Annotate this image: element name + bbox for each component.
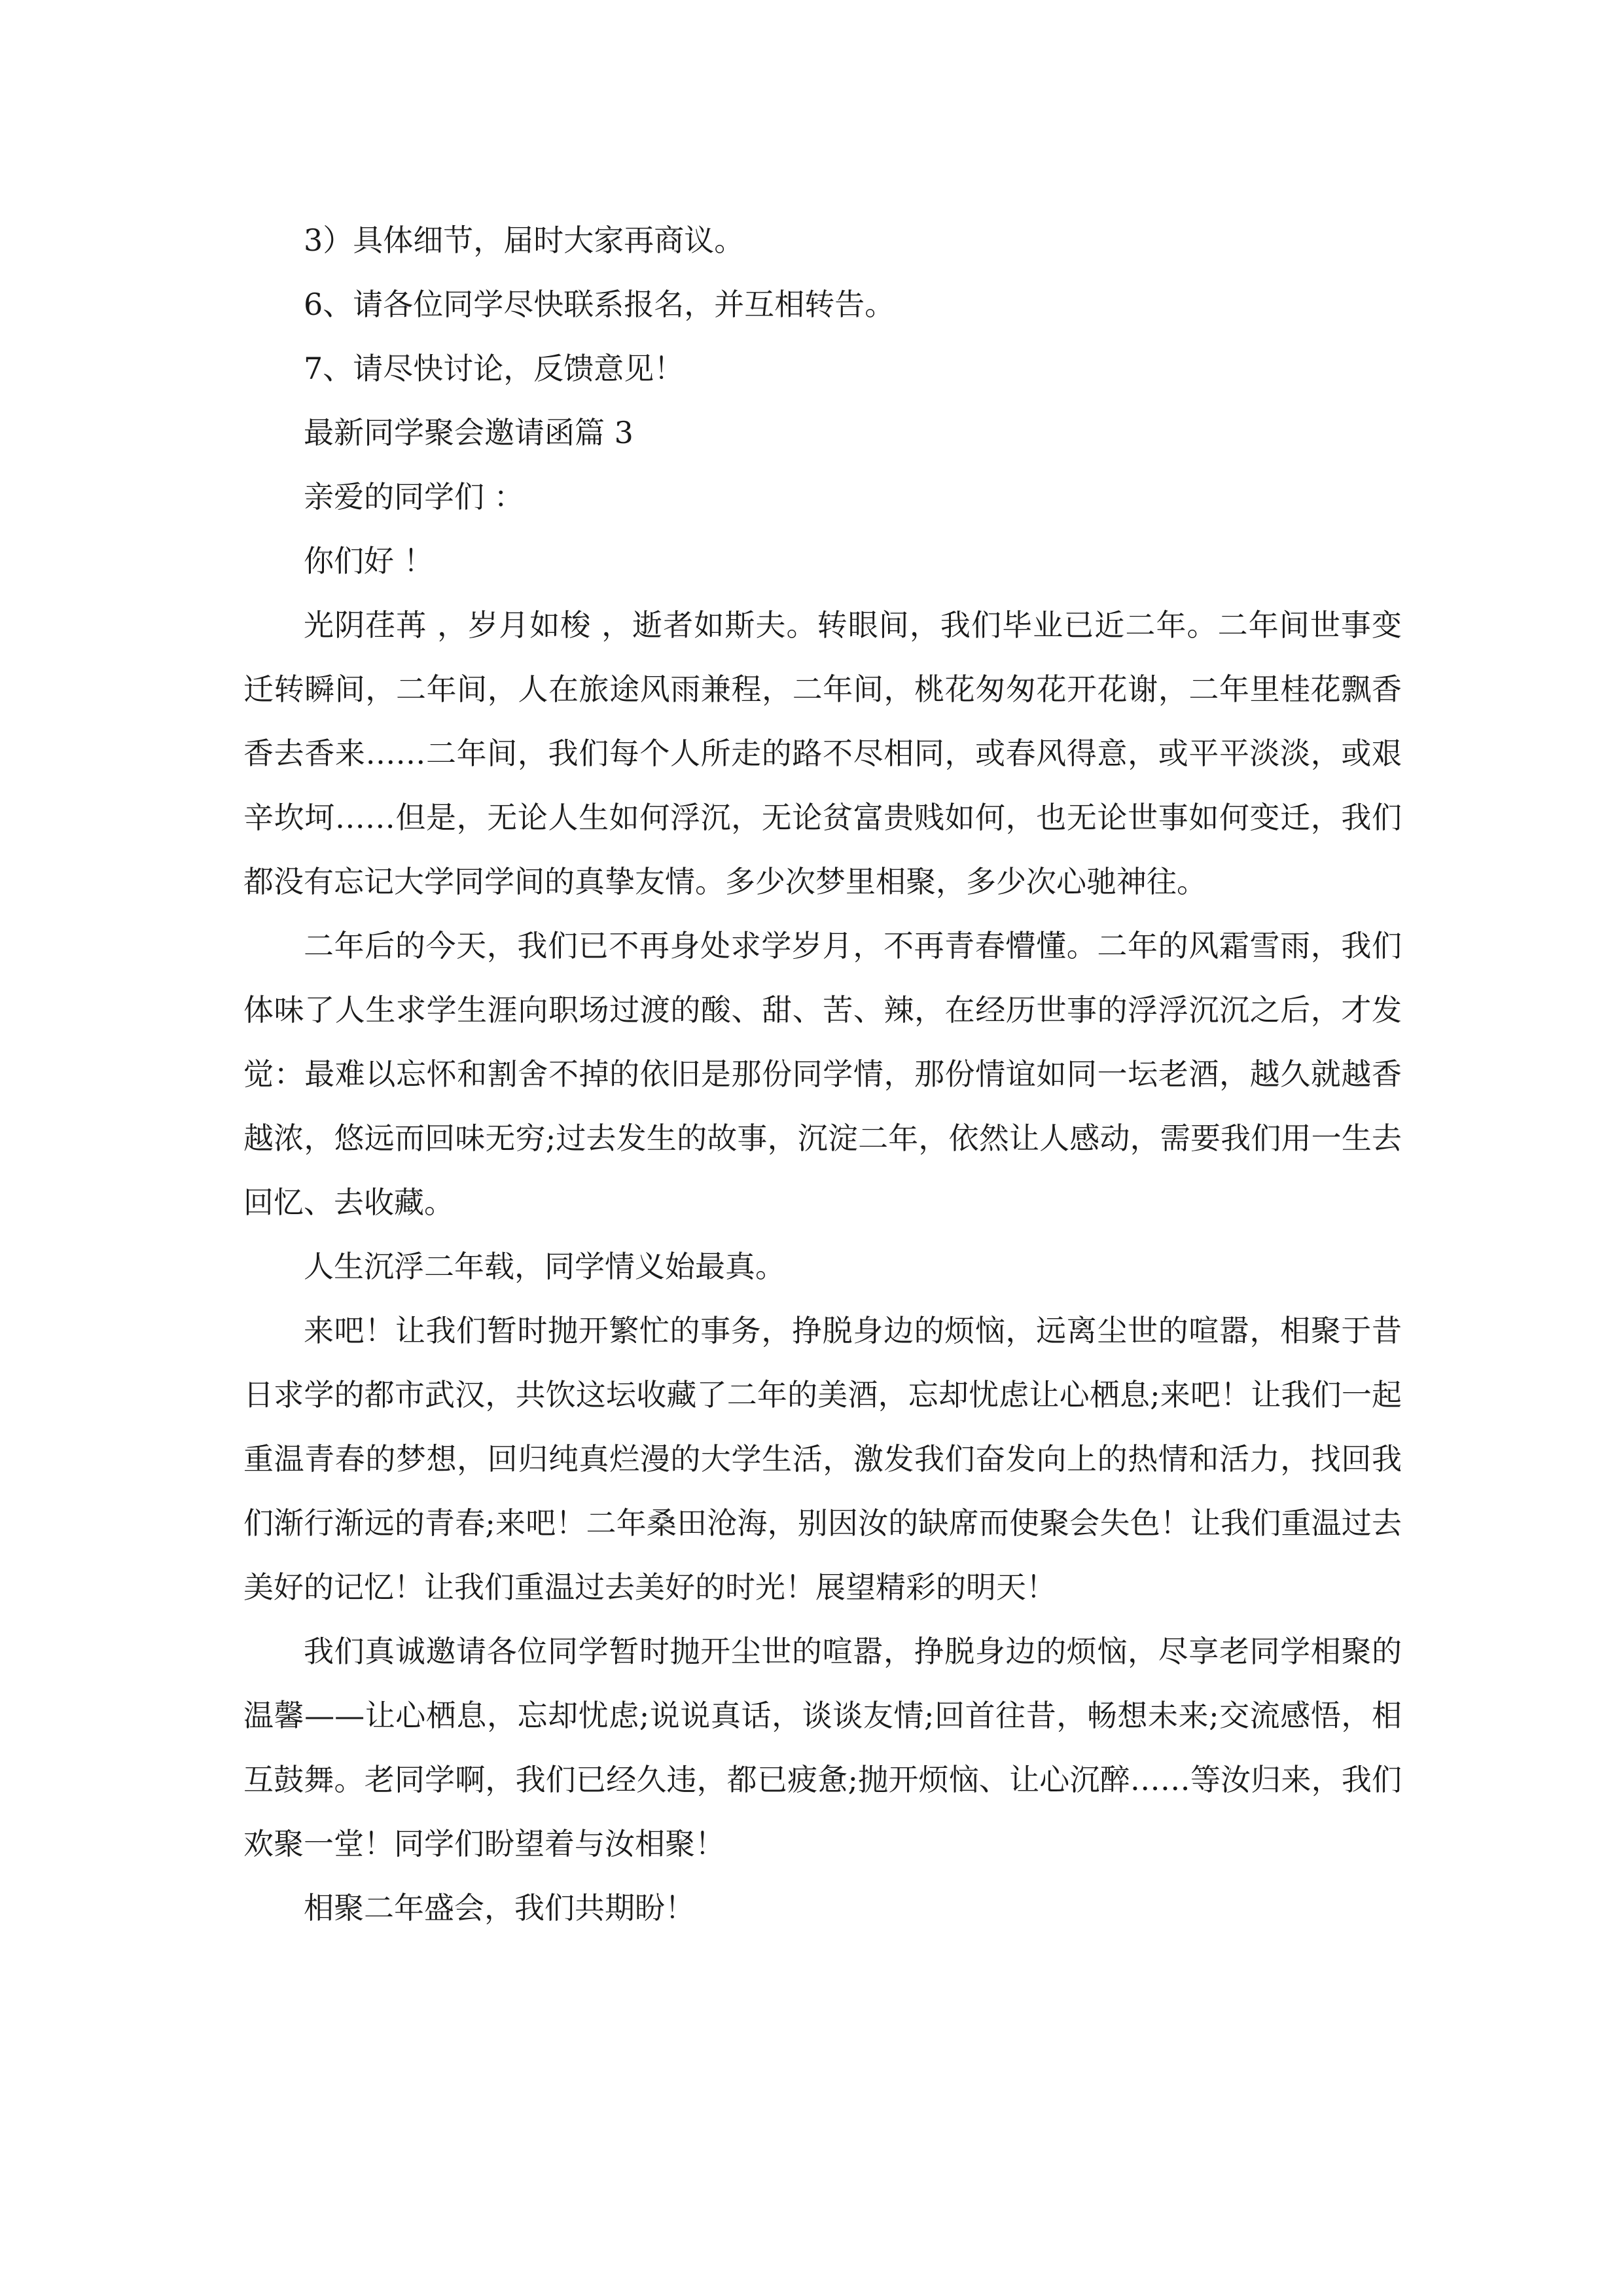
paragraph-2: 二年后的今天，我们已不再身处求学岁月，不再青春懵懂。二年的风霜雪雨，我们体味了人生求学生涯向职场过渡的酸、甜、苦、辣，在经历世事的浮浮沉沉之后，才发觉：最难以忘怀和割舍不掉的依旧是那份同学情，那份情谊如同一坛老酒，越久就越香越浓，悠远而回味无穷;过去发生的故事，沉淀二年，依然让人感动，需要我们用一生去回忆、去收藏。 <box>243 928 1402 1220</box>
salutation: 亲爱的同学们 ： <box>304 479 524 514</box>
section-heading: 最新同学聚会邀请函篇 3 <box>304 415 633 450</box>
list-item-7: 7、请尽快讨论，反馈意见！ <box>304 351 685 386</box>
paragraph-3: 人生沉浮二年载，同学情义始最真。 <box>304 1249 785 1284</box>
paragraph-5: 我们真诚邀请各位同学暂时抛开尘世的喧嚣，挣脱身边的烦恼，尽享老同学相聚的温馨——让心栖息，忘却忧虑;说说真话，谈谈友情;回首往昔，畅想未来;交流感悟，相互鼓舞。老同学啊，我们已经久违，都已疲惫;抛开烦恼、让心沉醉……等汝归来，我们欢聚一堂！同学们盼望着与汝相聚！ <box>243 1634 1402 1861</box>
detail-item-3: 3）具体细节，届时大家再商议。 <box>304 223 745 258</box>
document-body <box>243 208 1402 1940</box>
paragraph-4: 来吧！让我们暂时抛开繁忙的事务，挣脱身边的烦恼，远离尘世的喧嚣，相聚于昔日求学的都市武汉，共饮这坛收藏了二年的美酒，忘却忧虑让心栖息;来吧！让我们一起重温青春的梦想，回归纯真烂漫的大学生活，激发我们奋发向上的热情和活力，找回我们渐行渐远的青春;来吧！二年桑田沧海，别因汝的缺席而使聚会失色！让我们重温过去美好的记忆！让我们重温过去美好的时光！展望精彩的明天！ <box>243 1313 1402 1605</box>
closing-line: 相聚二年盛会，我们共期盼！ <box>304 1890 695 1926</box>
list-item-6: 6、请各位同学尽快联系报名，并互相转告。 <box>304 287 895 322</box>
paragraph-1: 光阴荏苒 ，岁月如梭 ，逝者如斯夫。转眼间，我们毕业已近二年。二年间世事变迁转瞬间，二年间，人在旅途风雨兼程，二年间，桃花匆匆花开花谢，二年里桂花飘香香去香来……二年间，我们每个人所走的路不尽相同，或春风得意，或平平淡淡，或艰辛坎坷……但是，无论人生如何浮沉，无论贫富贵贱如何，也无论世事如何变迁，我们都没有忘记大学同学间的真挚友情。多少次梦里相聚，多少次心驰神往。 <box>243 607 1402 899</box>
greeting: 你们好 ！ <box>304 543 434 579</box>
